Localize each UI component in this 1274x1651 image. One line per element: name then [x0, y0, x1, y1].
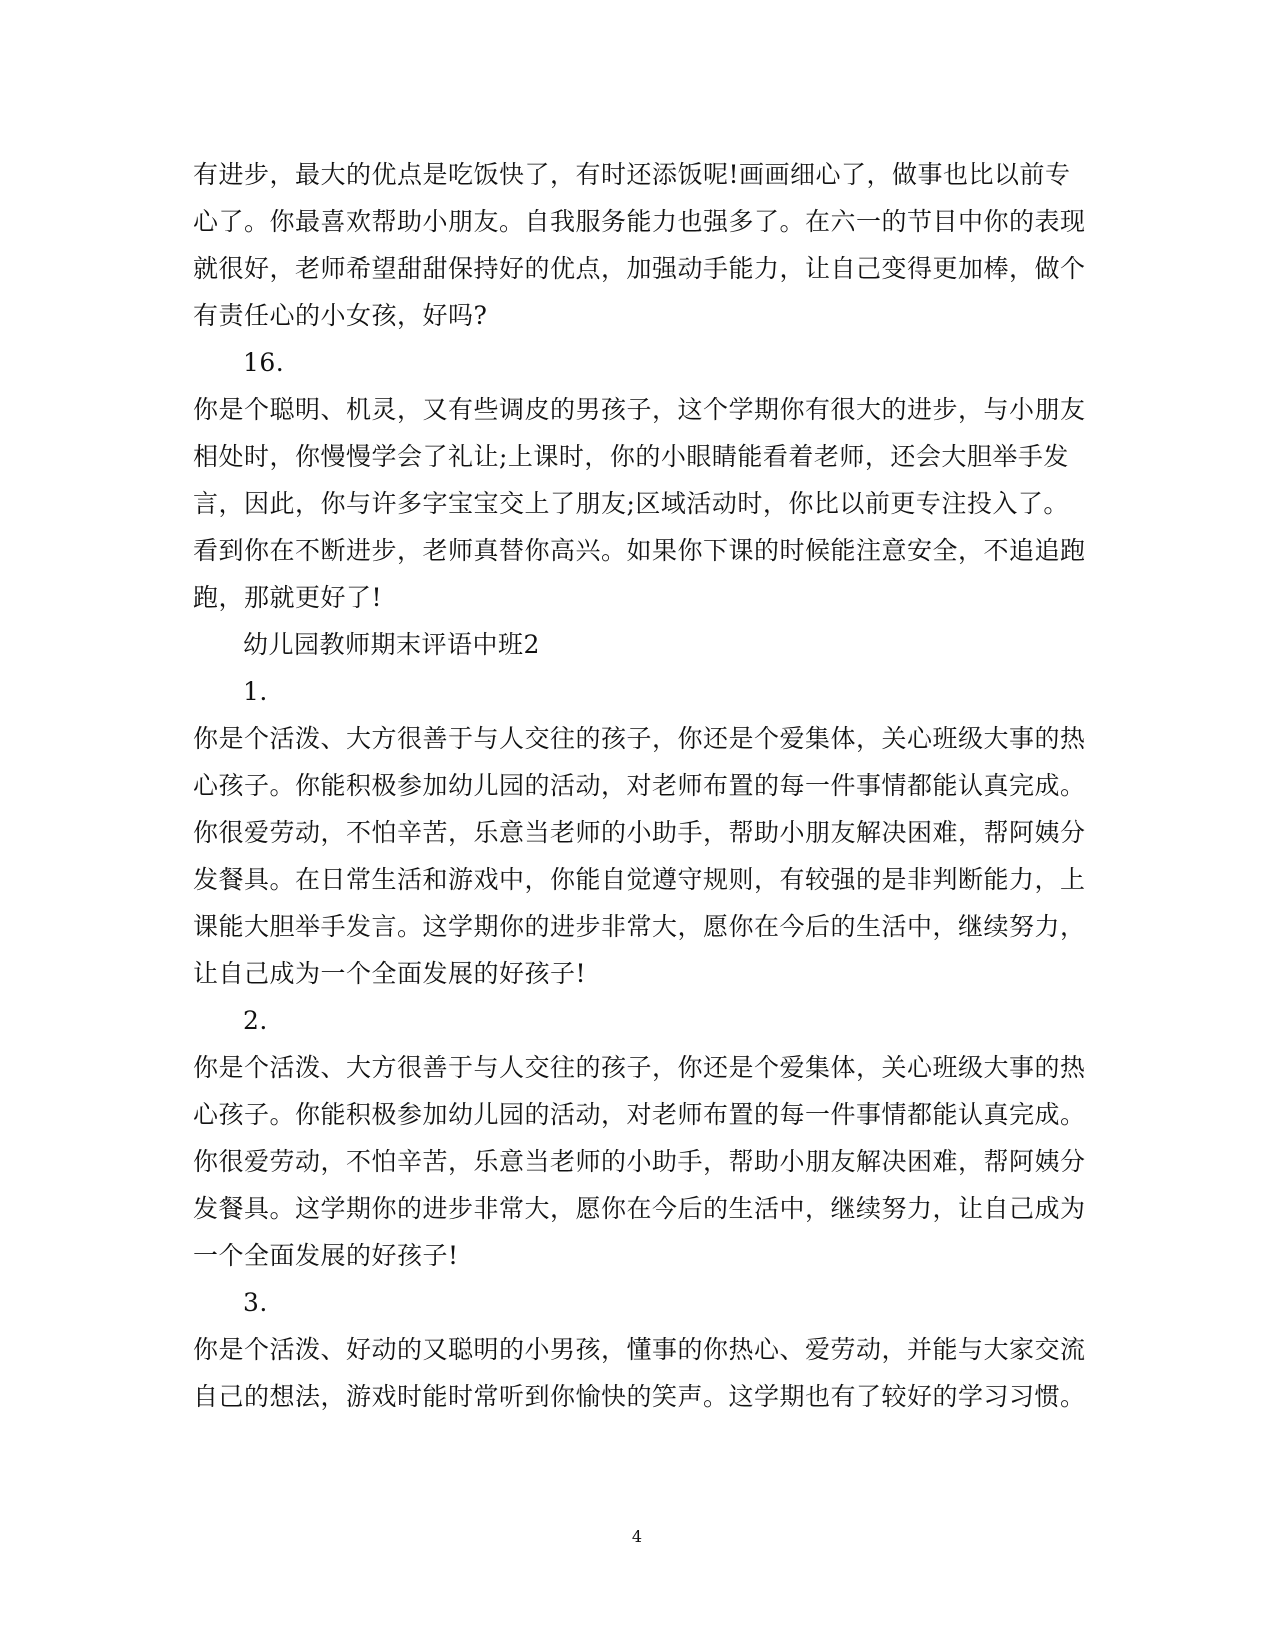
text-line: 你很爱劳动，不怕辛苦，乐意当老师的小助手，帮助小朋友解决困难，帮阿姨分	[193, 818, 1086, 847]
text-line: 跑，那就更好了!	[193, 583, 383, 612]
text-line: 有进步，最大的优点是吃饭快了，有时还添饭呢!画画细心了，做事也比以前专	[193, 160, 1071, 189]
text-line: 一个全面发展的好孩子!	[193, 1241, 459, 1270]
text-line: 发餐具。这学期你的进步非常大，愿你在今后的生活中，继续努力，让自己成为	[193, 1194, 1086, 1223]
text-line: 你是个活泼、大方很善于与人交往的孩子，你还是个爱集体，关心班级大事的热	[193, 1053, 1086, 1082]
item-number: 1.	[243, 677, 268, 706]
text-line: 你是个活泼、大方很善于与人交往的孩子，你还是个爱集体，关心班级大事的热	[193, 724, 1086, 753]
text-line: 自己的想法，游戏时能时常听到你愉快的笑声。这学期也有了较好的学习习惯。	[193, 1382, 1086, 1411]
text-line: 让自己成为一个全面发展的好孩子!	[193, 959, 587, 988]
item-number: 3.	[243, 1288, 268, 1317]
text-line: 有责任心的小女孩，好吗?	[193, 301, 488, 330]
text-line: 相处时，你慢慢学会了礼让;上课时，你的小眼睛能看着老师，还会大胆举手发	[193, 442, 1069, 471]
text-line: 就很好，老师希望甜甜保持好的优点，加强动手能力，让自己变得更加棒，做个	[193, 254, 1086, 283]
text-line: 心了。你最喜欢帮助小朋友。自我服务能力也强多了。在六一的节目中你的表现	[193, 207, 1086, 236]
text-line: 发餐具。在日常生活和游戏中，你能自觉遵守规则，有较强的是非判断能力，上	[193, 865, 1086, 894]
text-line: 你是个活泼、好动的又聪明的小男孩，懂事的你热心、爱劳动，并能与大家交流	[193, 1335, 1086, 1364]
text-line: 言，因此，你与许多字宝宝交上了朋友;区域活动时，你比以前更专注投入了。	[193, 489, 1069, 518]
text-line: 看到你在不断进步，老师真替你高兴。如果你下课的时候能注意安全，不追追跑	[193, 536, 1086, 565]
item-number: 16.	[243, 348, 285, 377]
text-line: 你是个聪明、机灵，又有些调皮的男孩子，这个学期你有很大的进步，与小朋友	[193, 395, 1086, 424]
item-number: 2.	[243, 1006, 268, 1035]
section-heading: 幼儿园教师期末评语中班2	[243, 630, 540, 659]
text-line: 心孩子。你能积极参加幼儿园的活动，对老师布置的每一件事情都能认真完成。	[193, 1100, 1086, 1129]
page-number: 4	[631, 1527, 643, 1546]
text-line: 你很爱劳动，不怕辛苦，乐意当老师的小助手，帮助小朋友解决困难，帮阿姨分	[193, 1147, 1086, 1176]
text-line: 心孩子。你能积极参加幼儿园的活动，对老师布置的每一件事情都能认真完成。	[193, 771, 1086, 800]
text-line: 课能大胆举手发言。这学期你的进步非常大，愿你在今后的生活中，继续努力，	[193, 912, 1086, 941]
